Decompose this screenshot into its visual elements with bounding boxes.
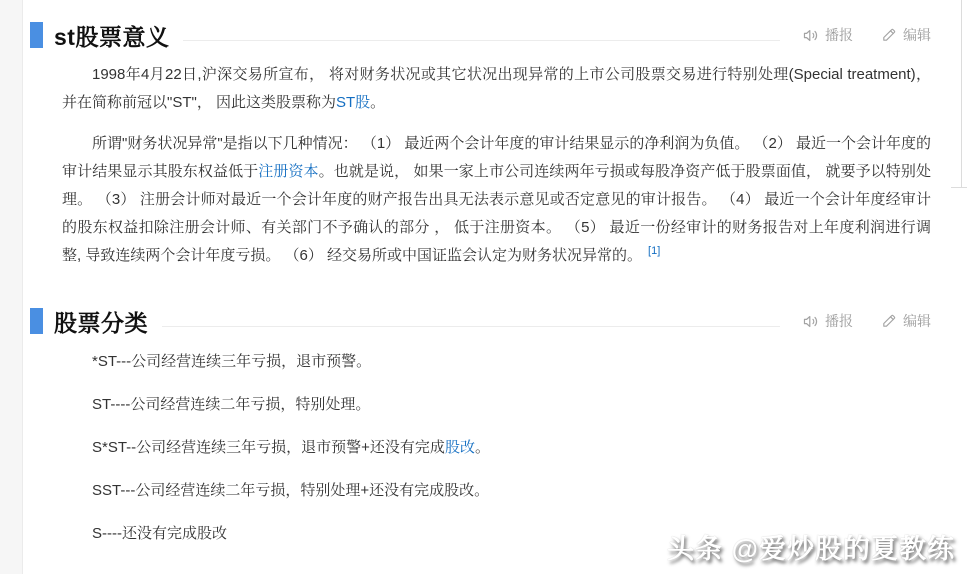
speaker-icon xyxy=(802,27,819,44)
text-run: S----还没有完成股改 xyxy=(92,525,227,542)
text-run: 。 xyxy=(474,439,490,456)
article-content xyxy=(30,0,969,548)
section-header xyxy=(30,306,931,336)
text-run: S*ST--公司经营连续三年亏损，退市预警+还没有完成 xyxy=(92,439,445,456)
section-marker-icon xyxy=(30,308,43,334)
section-divider xyxy=(183,40,780,41)
section-marker-icon xyxy=(30,22,43,48)
section-actions xyxy=(802,311,931,331)
inline-link[interactable]: 注册资本 xyxy=(258,163,319,180)
section-actions xyxy=(802,25,931,45)
inline-link[interactable]: ST股 xyxy=(336,94,371,111)
reference-link[interactable]: [1] xyxy=(648,245,661,257)
section-stock-categories xyxy=(30,306,931,548)
scrollbar-end-cap xyxy=(951,187,967,188)
inline-link[interactable]: 股改 xyxy=(444,439,475,456)
text-run: 。 xyxy=(370,94,386,111)
section-title: 股票分类 xyxy=(54,309,148,336)
text-run: 。也就是说， 如果一家上市公司连续两年亏损或每股净资产低于股票面值， 就要予以特别处理。 （3） 注册会计师对最近一个会计年度的财产报告出具无法表示意见或否定意见的审计报告。 （4） 最近一个会计年度经审计的股东权益扣除注册会计师、有关部门不予确认的部分 ， 低于注册资本。 （5） 最近一份经审计的财务报告对上年度利润进行调整, 导致连续两个会计年度亏损。 （6） 经交易所或中国证监会认定为财务状况异常的。 xyxy=(62,163,931,264)
edit-button[interactable] xyxy=(881,25,931,45)
edit-button-label: 编辑 xyxy=(903,27,931,43)
play-button[interactable] xyxy=(802,311,853,331)
edit-button[interactable] xyxy=(881,311,931,331)
text-run: 所谓"财务状况异常"是指以下几种情况： （1） 最近两个会计年度的审计结果显示的净利润为负值。 （2） 最近一个会计年度的审计结果显示其股东权益低于 xyxy=(62,135,932,180)
list-item xyxy=(62,477,931,505)
pencil-icon xyxy=(881,313,897,329)
text-run: SST---公司经营连续二年亏损，特别处理+还没有完成股改。 xyxy=(92,482,490,499)
list-item xyxy=(62,348,931,376)
section-header xyxy=(30,20,931,50)
play-button[interactable] xyxy=(802,25,853,45)
text-run: 1998年4月22日,沪深交易所宣布， 将对财务状况或其它状况出现异常的上市公司股票交易进行特别处理(Special treatment)， 并在简称前冠以"ST"， 因此这类股票称为 xyxy=(62,66,931,111)
speaker-icon xyxy=(802,313,819,330)
watermark: 头条 @爱炒股的夏教练 xyxy=(667,534,955,564)
paragraph xyxy=(62,130,931,270)
section-title: st股票意义 xyxy=(54,23,170,50)
edit-button-label: 编辑 xyxy=(903,313,931,329)
paragraph xyxy=(62,61,931,117)
text-run: *ST---公司经营连续三年亏损，退市预警。 xyxy=(92,353,372,370)
scrollbar[interactable] xyxy=(961,0,962,188)
section-st-meaning xyxy=(30,20,931,270)
play-button-label: 播报 xyxy=(825,313,853,329)
pencil-icon xyxy=(881,27,897,43)
list-item xyxy=(62,391,931,419)
section-divider xyxy=(162,326,780,327)
play-button-label: 播报 xyxy=(825,27,853,43)
text-run: ST----公司经营连续二年亏损，特别处理。 xyxy=(92,396,371,413)
left-gutter xyxy=(0,0,23,574)
list-item xyxy=(62,434,931,462)
